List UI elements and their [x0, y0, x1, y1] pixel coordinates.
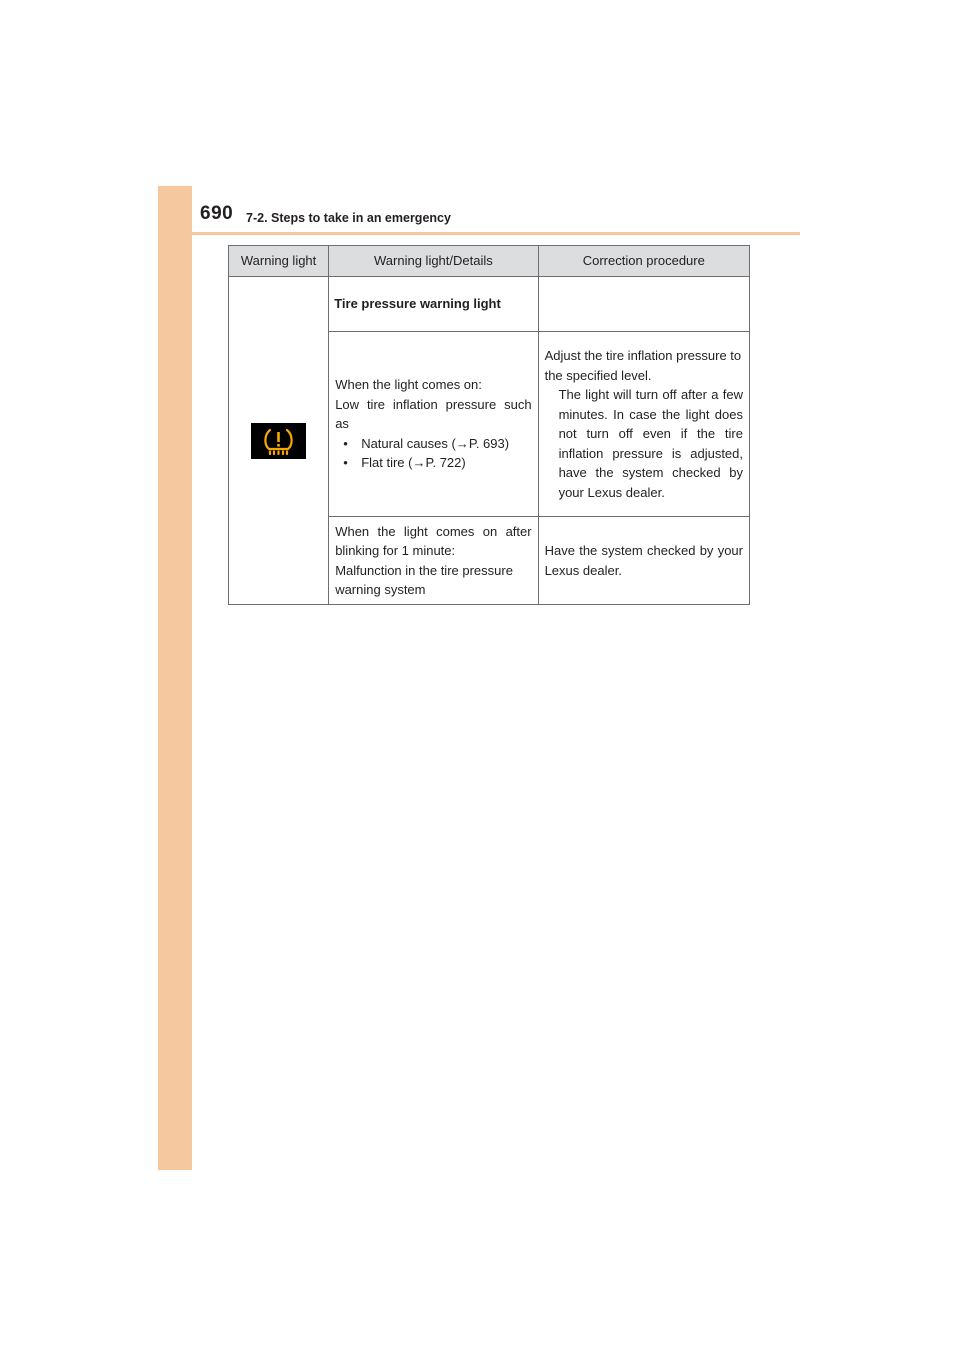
- table-header-row: [229, 246, 750, 277]
- column-header-warning-light: Warning light: [229, 246, 329, 277]
- side-accent-strip: [158, 186, 192, 1170]
- details-cell-low-pressure: [329, 332, 538, 517]
- details-line: Malfunction in the tire pressure warning system: [335, 562, 513, 597]
- empty-cell: [538, 277, 749, 332]
- details-line: Low tire inflation pressure such as: [335, 396, 532, 432]
- column-header-details: Warning light/Details: [329, 246, 538, 277]
- correction-note: The light will turn off after a few minutes. In case the light does not turn off even if the tire inflation pressure is adjusted, have the system checked by your Lexus dealer.: [558, 387, 743, 500]
- table-row: [229, 277, 750, 332]
- correction-text: Have the system checked by your Lexus dealer.: [544, 543, 743, 578]
- warning-light-cell: [229, 277, 329, 605]
- warning-light-title: Tire pressure warning light: [329, 277, 538, 332]
- correction-text: Adjust the tire inflation pressure to the specified level.: [544, 348, 742, 383]
- details-line: When the light comes on:: [335, 377, 482, 393]
- list-item: • Natural causes (→P. 693): [335, 434, 531, 454]
- details-cell-malfunction: [329, 517, 538, 605]
- page-number: 690: [200, 203, 234, 224]
- details-line: When the light comes on after blinking for 1 minute:: [335, 523, 532, 558]
- tire-pressure-warning-light-icon: [251, 423, 306, 459]
- correction-cell-low-pressure: [538, 332, 749, 517]
- list-item: • Flat tire (→P. 722): [335, 453, 531, 473]
- column-header-correction: Correction procedure: [538, 246, 749, 277]
- section-title: 7-2. Steps to take in an emergency: [246, 211, 451, 225]
- header-rule: [158, 232, 800, 235]
- warning-light-table: [228, 245, 750, 605]
- correction-cell-malfunction: [538, 517, 749, 605]
